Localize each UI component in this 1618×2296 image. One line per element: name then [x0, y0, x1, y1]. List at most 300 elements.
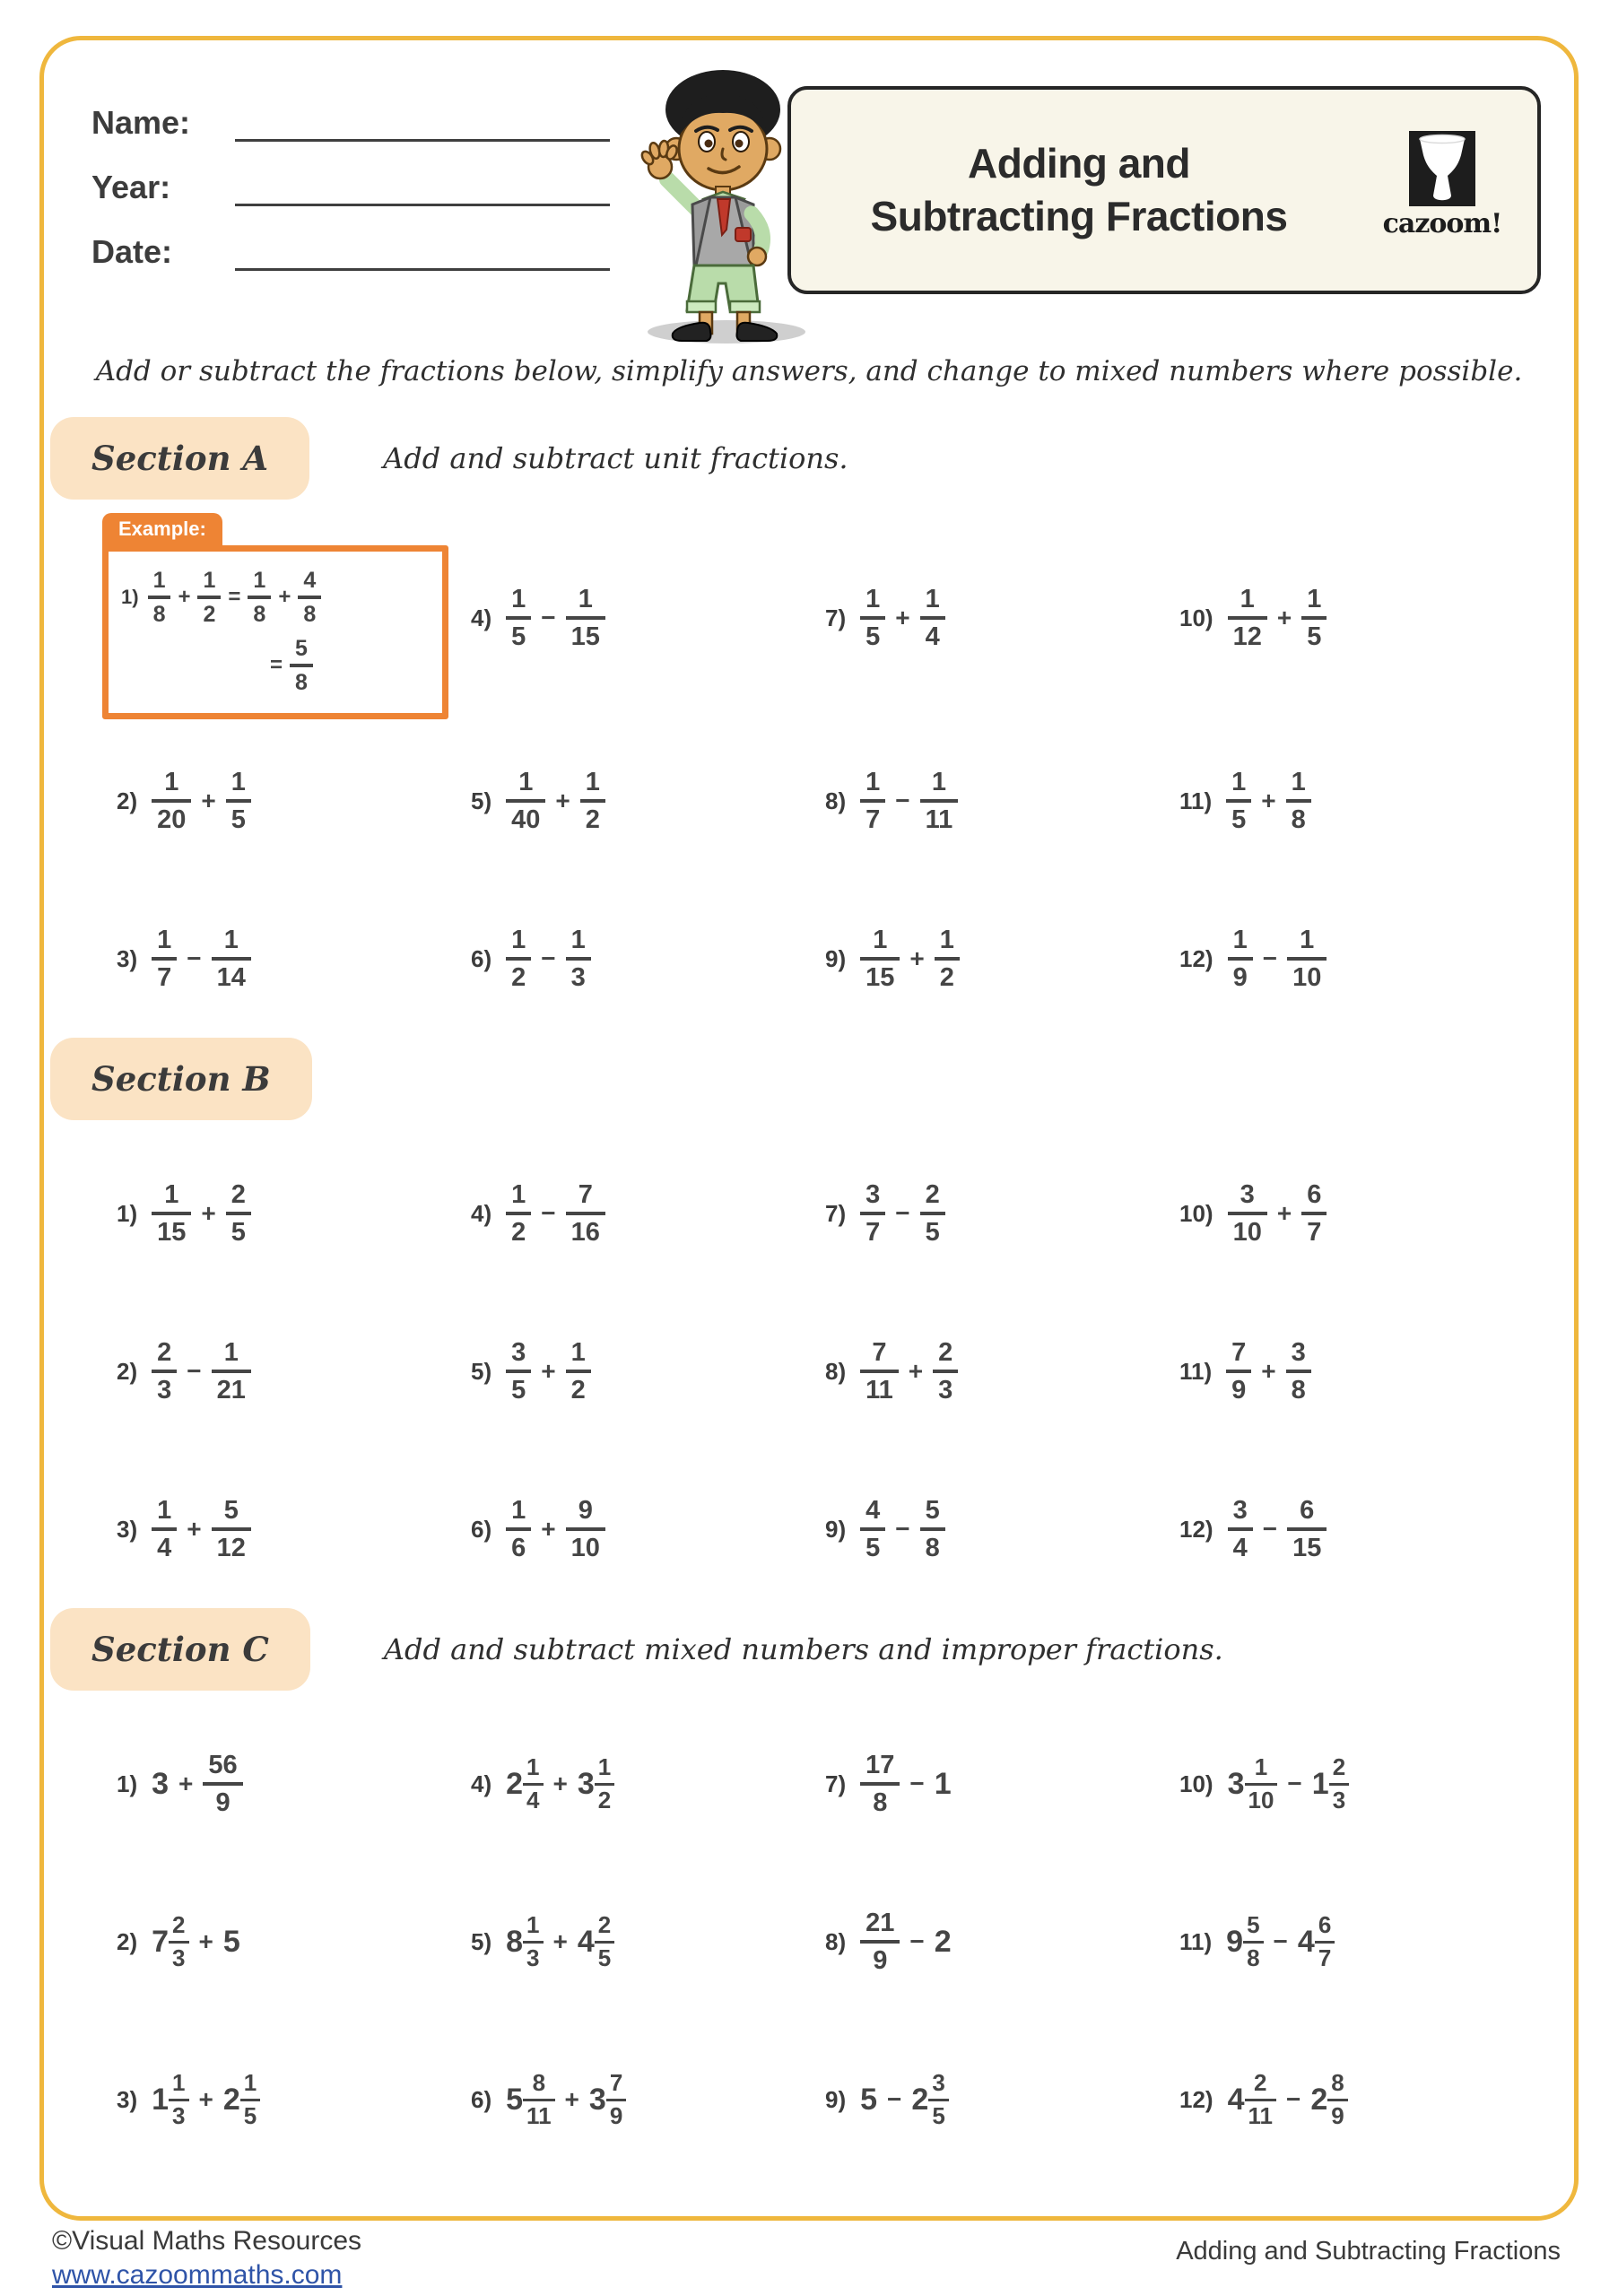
operator: + — [908, 1357, 924, 1385]
operator: − — [909, 1927, 925, 1955]
expression — [506, 2070, 626, 2128]
problem-12 — [1165, 1496, 1519, 1563]
fraction-numerator: 1 — [212, 1338, 251, 1373]
problem-number: 1) — [117, 1770, 138, 1797]
fraction-denominator: 14 — [216, 963, 246, 992]
problem-12 — [1165, 926, 1519, 993]
operator: + — [1276, 604, 1292, 631]
operator: − — [1287, 1770, 1302, 1797]
fraction — [197, 568, 221, 627]
fraction-numerator: 1 — [197, 568, 221, 599]
problem-3 — [102, 2070, 457, 2128]
whole-number: 3 — [588, 2082, 606, 2117]
problem-number: 9) — [825, 1515, 847, 1543]
fraction — [1226, 1338, 1251, 1405]
problem-number: 5) — [471, 1927, 492, 1955]
name-label: Name: — [91, 104, 191, 141]
expression — [860, 1338, 958, 1405]
fraction — [920, 768, 959, 835]
problem-number: 5) — [471, 1357, 492, 1385]
fraction-numerator: 8 — [1327, 2070, 1347, 2100]
fraction-denominator: 2 — [511, 963, 526, 992]
expression — [152, 1751, 243, 1818]
fraction-numerator: 1 — [1286, 768, 1311, 803]
fraction-denominator: 8 — [1291, 805, 1306, 834]
fraction-numerator: 1 — [152, 1180, 191, 1215]
operator: + — [178, 1770, 194, 1797]
expression — [1228, 585, 1327, 652]
expression — [1228, 1754, 1350, 1813]
problems-row — [102, 514, 1579, 722]
operator: − — [895, 1199, 910, 1227]
fraction-denominator: 15 — [1292, 1534, 1322, 1562]
expression — [860, 1496, 945, 1563]
section-description: Add and subtract unit fractions. — [383, 441, 848, 475]
fraction — [212, 926, 251, 993]
expression — [506, 1912, 614, 1970]
problem-number: 9) — [825, 2085, 847, 2113]
fraction-denominator: 10 — [1292, 963, 1322, 992]
expression — [152, 1338, 251, 1405]
expression — [506, 1338, 591, 1405]
operator: − — [187, 944, 202, 972]
fraction-numerator: 2 — [595, 1912, 614, 1943]
fraction-denominator: 9 — [609, 2101, 623, 2129]
problem-9 — [811, 926, 1165, 993]
expression — [860, 926, 960, 993]
problem-number: 8) — [825, 1357, 847, 1385]
fraction — [920, 1180, 945, 1248]
mixed-number — [1228, 2070, 1276, 2128]
fraction — [566, 1180, 605, 1248]
fraction — [860, 768, 885, 835]
fraction — [152, 926, 177, 993]
problem-9 — [811, 2070, 1165, 2128]
problem-8 — [811, 1909, 1165, 1976]
problem-11 — [1165, 768, 1519, 835]
operator: + — [541, 1357, 556, 1385]
fraction — [290, 636, 313, 695]
fraction-denominator: 4 — [526, 1786, 540, 1813]
fraction — [860, 1751, 900, 1818]
operator: + — [201, 787, 216, 814]
fraction — [1228, 1180, 1267, 1248]
expression — [860, 1180, 945, 1248]
operator: − — [1262, 1515, 1278, 1543]
operator: + — [552, 1770, 568, 1797]
whole-number: 3 — [152, 1766, 170, 1801]
fraction — [860, 1180, 885, 1248]
mixed-number — [152, 1912, 188, 1970]
whole-number: 3 — [577, 1766, 595, 1801]
mixed-number — [1310, 2070, 1347, 2128]
expression — [152, 768, 251, 835]
fraction-denominator: 9 — [1231, 1376, 1247, 1405]
fraction — [248, 568, 271, 627]
whole-number: 2 — [506, 1766, 524, 1801]
fraction — [860, 1338, 899, 1405]
fraction-denominator: 4 — [925, 622, 940, 651]
fraction-numerator: 8 — [523, 2070, 555, 2100]
problem-9 — [811, 1496, 1165, 1563]
operator: − — [1262, 944, 1278, 972]
fraction — [1327, 2070, 1347, 2128]
fraction-numerator: 2 — [1329, 1754, 1349, 1785]
example-line-1 — [121, 568, 435, 627]
operator: + — [187, 1515, 202, 1543]
fraction — [1228, 926, 1253, 993]
fraction-numerator: 9 — [566, 1496, 605, 1531]
fraction-denominator: 2 — [511, 1218, 526, 1247]
fraction — [152, 1180, 191, 1248]
fraction-denominator: 2 — [585, 805, 600, 834]
fraction — [169, 1912, 188, 1970]
fraction — [523, 2070, 555, 2128]
fraction-denominator: 5 — [866, 1534, 881, 1562]
fraction — [580, 768, 605, 835]
fraction-denominator: 7 — [1307, 1218, 1322, 1247]
whole-number: 2 — [911, 2082, 929, 2117]
footer-worksheet-name: Adding and Subtracting Fractions — [1176, 2237, 1561, 2266]
fraction — [566, 926, 591, 993]
operator: + — [1276, 1199, 1292, 1227]
operator: − — [895, 787, 910, 814]
problem-number: 12) — [1179, 944, 1214, 972]
fraction-numerator: 2 — [933, 1338, 958, 1373]
fraction-denominator: 9 — [1331, 2101, 1344, 2129]
operator: − — [909, 1770, 925, 1797]
mixed-number — [506, 1754, 543, 1813]
problem-number: 7) — [825, 1199, 847, 1227]
fraction-numerator: 1 — [523, 1912, 543, 1943]
year-input-line[interactable] — [235, 170, 610, 206]
fraction-numerator: 1 — [523, 1754, 543, 1785]
expression — [860, 1751, 952, 1818]
fraction-numerator: 1 — [506, 1496, 531, 1531]
problem-number: 3) — [117, 1515, 138, 1543]
fraction — [506, 926, 531, 993]
problem-number: 3) — [117, 944, 138, 972]
fraction — [152, 1338, 177, 1405]
fraction-denominator: 11 — [925, 805, 953, 834]
expression — [1226, 1912, 1335, 1970]
fraction-numerator: 1 — [152, 926, 177, 961]
fraction-denominator: 11 — [526, 2101, 552, 2129]
fraction-denominator: 5 — [597, 1944, 612, 1971]
fraction — [1315, 1912, 1335, 1970]
fraction — [506, 768, 545, 835]
fraction-numerator: 1 — [1301, 585, 1327, 620]
date-field-row — [91, 226, 610, 271]
expression — [506, 1180, 605, 1248]
fraction-denominator: 8 — [1247, 1944, 1260, 1971]
operator: − — [895, 1515, 910, 1543]
problem-8 — [811, 1338, 1165, 1405]
section-description: Add and subtract mixed numbers and improper fractions. — [383, 1632, 1223, 1666]
fraction-numerator: 4 — [298, 568, 321, 599]
fraction-denominator: 8 — [152, 602, 166, 627]
problem-4 — [457, 1180, 811, 1248]
fraction-denominator: 10 — [1248, 1786, 1274, 1813]
fraction-denominator: 3 — [157, 1376, 172, 1405]
problems-row — [102, 1450, 1579, 1608]
operator: + — [178, 585, 191, 609]
section-c — [39, 1608, 1579, 2179]
date-input-line[interactable] — [235, 235, 610, 271]
fraction-denominator: 7 — [866, 805, 881, 834]
fraction — [1286, 768, 1311, 835]
problems-row — [102, 880, 1579, 1038]
fraction-numerator: 1 — [566, 926, 591, 961]
fraction-numerator: 3 — [860, 1180, 885, 1215]
problem-6 — [457, 926, 811, 993]
whole-number: 2 — [222, 2082, 240, 2117]
fraction-numerator: 1 — [1228, 926, 1253, 961]
problem-4 — [457, 585, 811, 652]
website-link[interactable]: www.cazoommaths.com — [52, 2260, 343, 2290]
problem-4 — [457, 1754, 811, 1813]
problem-number: 7) — [825, 1770, 847, 1797]
fraction — [506, 1338, 531, 1405]
fraction-numerator: 1 — [506, 1180, 531, 1215]
whole-number: 4 — [1297, 1924, 1315, 1959]
fraction-denominator: 4 — [157, 1534, 172, 1562]
fraction-denominator: 16 — [570, 1218, 600, 1247]
problem-number: 3) — [117, 2085, 138, 2113]
expression — [152, 1180, 251, 1248]
fraction-denominator: 9 — [873, 1946, 888, 1975]
fraction — [1226, 768, 1251, 835]
fraction — [933, 1338, 958, 1405]
fraction-denominator: 8 — [1291, 1376, 1306, 1405]
expression — [1226, 768, 1311, 835]
fraction-numerator: 1 — [595, 1754, 614, 1785]
fraction-denominator: 3 — [1332, 1786, 1346, 1813]
title-line-2: Subtracting Fractions — [870, 193, 1288, 239]
operator: − — [887, 2085, 902, 2113]
fraction-numerator: 5 — [290, 636, 313, 667]
problems-row — [102, 722, 1579, 880]
operator: − — [187, 1357, 202, 1385]
fraction-numerator: 4 — [860, 1496, 885, 1531]
fraction — [1245, 2070, 1277, 2128]
problems-row — [102, 1705, 1579, 1863]
operator: − — [1286, 2085, 1301, 2113]
fraction-denominator: 12 — [216, 1534, 246, 1562]
problem-3 — [102, 926, 457, 993]
fraction-denominator: 9 — [215, 1788, 231, 1817]
fraction-numerator: 7 — [566, 1180, 605, 1215]
expression — [152, 1496, 251, 1563]
section-header — [39, 1608, 1579, 1691]
expression — [1228, 1180, 1327, 1248]
fraction — [595, 1912, 614, 1970]
fraction-denominator: 15 — [570, 622, 600, 651]
whole-number: 2 — [1310, 2082, 1328, 2117]
problem-10 — [1165, 1754, 1519, 1813]
fraction — [566, 1496, 605, 1563]
mixed-number — [1312, 1754, 1349, 1813]
section-b — [39, 1038, 1579, 1608]
whole-number: 1 — [934, 1766, 952, 1801]
fraction — [1329, 1754, 1349, 1813]
example-tab-label: Example: — [102, 513, 222, 548]
operator: + — [1261, 1357, 1276, 1385]
problem-10 — [1165, 585, 1519, 652]
mixed-number — [1298, 1912, 1335, 1970]
mixed-number — [1228, 1754, 1278, 1813]
fraction-denominator: 5 — [932, 2101, 945, 2129]
fraction-numerator: 2 — [152, 1338, 177, 1373]
fraction-denominator: 6 — [511, 1534, 526, 1562]
fraction — [152, 768, 191, 835]
fraction — [860, 1909, 900, 1976]
fraction-denominator: 5 — [925, 1218, 940, 1247]
fraction-numerator: 5 — [1243, 1912, 1263, 1943]
fraction-numerator: 7 — [1226, 1338, 1251, 1373]
problem-5 — [457, 1912, 811, 1970]
mixed-number — [589, 2070, 626, 2128]
fraction-numerator: 1 — [580, 768, 605, 803]
problem-number: 11) — [1179, 1927, 1213, 1955]
expression — [1226, 1338, 1311, 1405]
expression — [860, 2070, 949, 2128]
fraction-numerator: 1 — [1228, 585, 1267, 620]
fraction-numerator: 1 — [1226, 768, 1251, 803]
whole-number: 5 — [506, 2082, 524, 2117]
expression — [860, 585, 945, 652]
fraction-denominator: 10 — [570, 1534, 600, 1562]
section-header — [39, 417, 1579, 500]
fraction-numerator: 2 — [1245, 2070, 1277, 2100]
fraction — [152, 1496, 177, 1563]
fraction-denominator: 5 — [1231, 805, 1247, 834]
problem-number: 12) — [1179, 2085, 1214, 2113]
expression — [506, 926, 591, 993]
operator: = — [228, 585, 241, 609]
fraction-numerator: 1 — [1245, 1754, 1278, 1785]
fraction-numerator: 1 — [920, 768, 959, 803]
example-line-2 — [263, 636, 435, 695]
cazoom-logo — [1379, 131, 1505, 239]
expression — [152, 1912, 240, 1970]
problem-number: 1) — [121, 586, 139, 608]
fraction — [1287, 926, 1327, 993]
problem-number: 7) — [825, 604, 847, 631]
mixed-number — [1226, 1912, 1263, 1970]
fraction — [920, 1496, 945, 1563]
problem-8 — [811, 768, 1165, 835]
example-content — [102, 545, 448, 719]
whole-number: 8 — [506, 1924, 524, 1959]
fraction-denominator: 3 — [570, 963, 586, 992]
problem-number: 12) — [1179, 1515, 1214, 1543]
expression — [860, 1909, 952, 1976]
operator: + — [278, 585, 291, 609]
problem-number: 8) — [825, 787, 847, 814]
fraction-denominator: 11 — [866, 1376, 893, 1405]
problem-number: 4) — [471, 604, 492, 631]
expression — [506, 1754, 614, 1813]
fraction — [1228, 585, 1267, 652]
operator: + — [895, 604, 910, 631]
problem-7 — [811, 585, 1165, 652]
fraction-denominator: 12 — [1232, 622, 1262, 651]
fraction — [935, 926, 960, 993]
fraction-numerator: 1 — [506, 926, 531, 961]
fraction — [523, 1754, 543, 1813]
fraction-denominator: 7 — [1318, 1944, 1332, 1971]
fraction-denominator: 2 — [939, 963, 954, 992]
fraction-denominator: 3 — [526, 1944, 540, 1971]
fraction-numerator: 1 — [920, 585, 945, 620]
worksheet-title-box — [787, 86, 1541, 294]
problem-5 — [457, 768, 811, 835]
whole-number: 4 — [1227, 2082, 1245, 2117]
problem-2 — [102, 1338, 457, 1405]
operator: = — [270, 653, 283, 677]
fraction — [1228, 1496, 1253, 1563]
fraction-numerator: 2 — [920, 1180, 945, 1215]
mixed-number — [578, 1912, 614, 1970]
fraction-denominator: 8 — [925, 1534, 940, 1562]
whole-number: 5 — [860, 2082, 878, 2117]
expression — [1228, 1496, 1327, 1563]
fraction-numerator: 1 — [506, 585, 531, 620]
fraction — [860, 1496, 885, 1563]
fraction — [169, 2070, 188, 2128]
fraction-numerator: 7 — [860, 1338, 899, 1373]
fraction-numerator: 1 — [240, 2070, 260, 2100]
fraction-numerator: 17 — [860, 1751, 900, 1786]
djembe-drum-icon — [1409, 131, 1475, 206]
problem-11 — [1165, 1338, 1519, 1405]
problem-number: 2) — [117, 1927, 138, 1955]
expression — [860, 768, 958, 835]
operator: + — [564, 2085, 579, 2113]
whole-number: 9 — [1226, 1924, 1244, 1959]
whole-number: 1 — [152, 2082, 170, 2117]
fraction-denominator: 10 — [1232, 1218, 1262, 1247]
problem-number: 2) — [117, 1357, 138, 1385]
fraction-denominator: 8 — [295, 670, 308, 695]
operator: − — [541, 944, 556, 972]
whole-number: 7 — [152, 1924, 170, 1959]
problem-2 — [102, 1912, 457, 1970]
fraction — [566, 585, 605, 652]
fraction-denominator: 7 — [157, 963, 172, 992]
problems-row — [102, 1863, 1579, 2021]
fraction — [1286, 1338, 1311, 1405]
fraction-denominator: 20 — [157, 805, 187, 834]
fraction-denominator: 2 — [597, 1786, 612, 1813]
whole-number: 5 — [222, 1924, 240, 1959]
fraction-numerator: 5 — [212, 1496, 251, 1531]
problem-10 — [1165, 1180, 1519, 1248]
fraction-denominator: 5 — [231, 805, 246, 834]
problem-number: 2) — [117, 787, 138, 814]
fraction — [203, 1751, 242, 1818]
fraction-numerator: 1 — [860, 926, 900, 961]
section-label: Section C — [50, 1608, 310, 1691]
operator: + — [541, 1515, 556, 1543]
fraction-numerator: 6 — [1287, 1496, 1327, 1531]
operator: + — [201, 1199, 216, 1227]
fraction-denominator: 5 — [511, 1376, 526, 1405]
fraction — [1243, 1912, 1263, 1970]
name-input-line[interactable] — [235, 106, 610, 142]
expression — [1228, 926, 1327, 993]
